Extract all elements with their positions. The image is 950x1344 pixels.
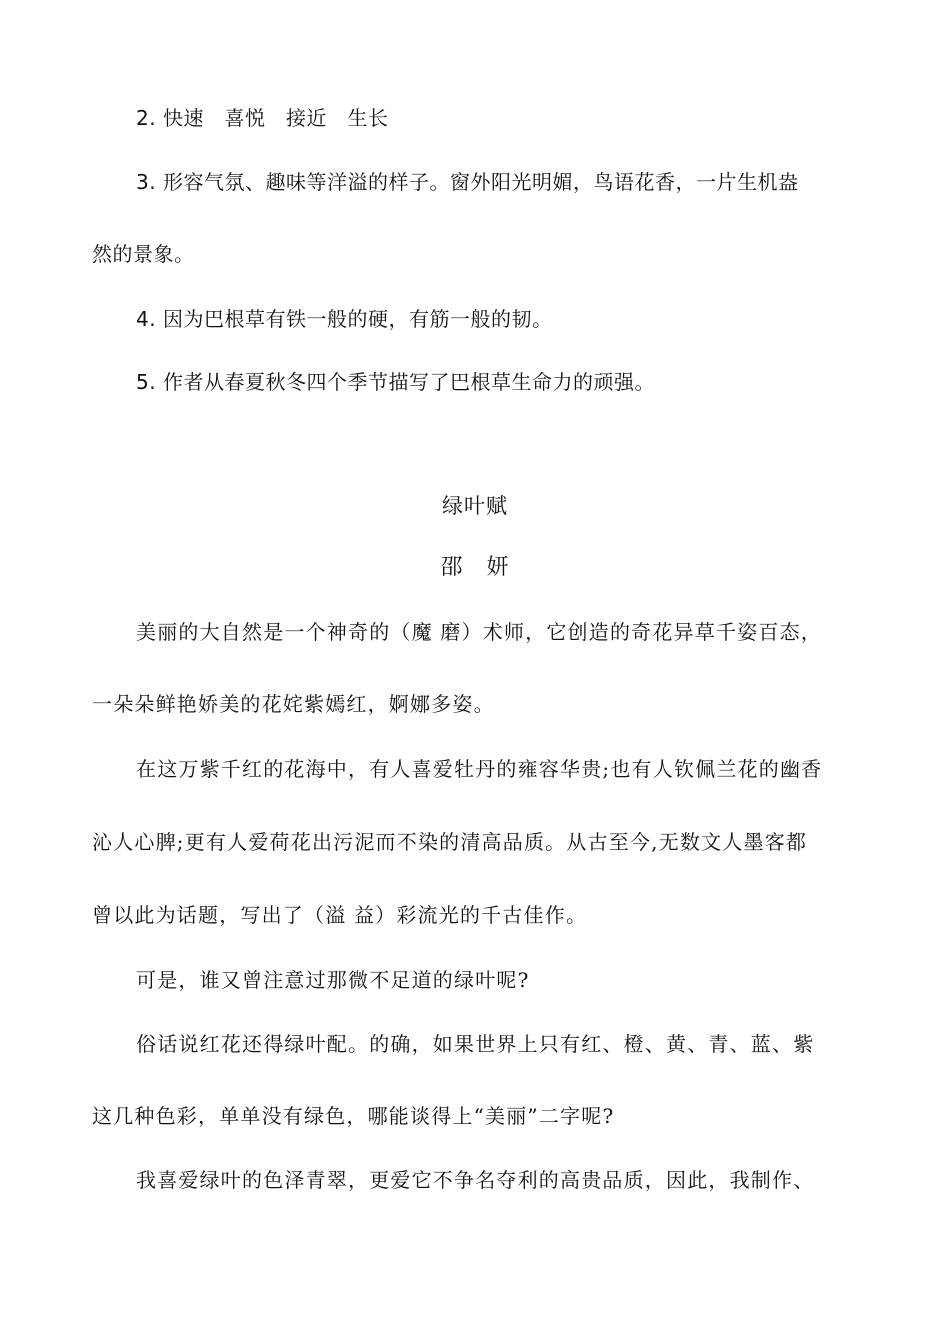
answer-4: 4. 因为巴根草有铁一般的硬，有筋一般的韧。 [136, 307, 553, 331]
answer-5: 5. 作者从春夏秋冬四个季节描写了巴根草生命力的顽强。 [136, 370, 655, 394]
answer-3-line-2: 然的景象。 [92, 242, 195, 266]
paragraph-2-line-3: 曾以此为话题，写出了（溢 益）彩流光的千古佳作。 [92, 903, 588, 927]
paragraph-4-line-2: 这几种色彩，单单没有绿色，哪能谈得上“美丽”二字呢? [92, 1104, 615, 1128]
paragraph-1-line-1: 美丽的大自然是一个神奇的（魔 磨）术师，它创造的奇花异草千姿百态， [136, 620, 822, 644]
article-author: 邵 妍 [440, 555, 510, 580]
paragraph-4-line-1: 俗话说红花还得绿叶配。的确，如果世界上只有红、橙、黄、青、蓝、紫 [136, 1032, 815, 1056]
article-title: 绿叶赋 [442, 494, 508, 518]
paragraph-1-line-2: 一朵朵鲜艳娇美的花姹紫嫣红，婀娜多姿。 [92, 692, 495, 716]
paragraph-5-line-1: 我喜爱绿叶的色泽青翠，更爱它不争名夺利的高贵品质，因此，我制作、 [136, 1168, 815, 1192]
paragraph-2-line-1: 在这万紫千红的花海中，有人喜爱牡丹的雍容华贵;也有人钦佩兰花的幽香 [136, 757, 823, 781]
paragraph-3: 可是，谁又曾注意过那微不足道的绿叶呢? [136, 968, 530, 992]
answer-2: 2. 快速 喜悦 接近 生长 [136, 106, 389, 130]
paragraph-2-line-2: 沁人心脾;更有人爱荷花出污泥而不染的清高品质。从古至今,无数文人墨客都 [92, 830, 808, 854]
answer-3-line-1: 3. 形容气氛、趣味等洋溢的样子。窗外阳光明媚，鸟语花香，一片生机盎 [136, 170, 799, 194]
